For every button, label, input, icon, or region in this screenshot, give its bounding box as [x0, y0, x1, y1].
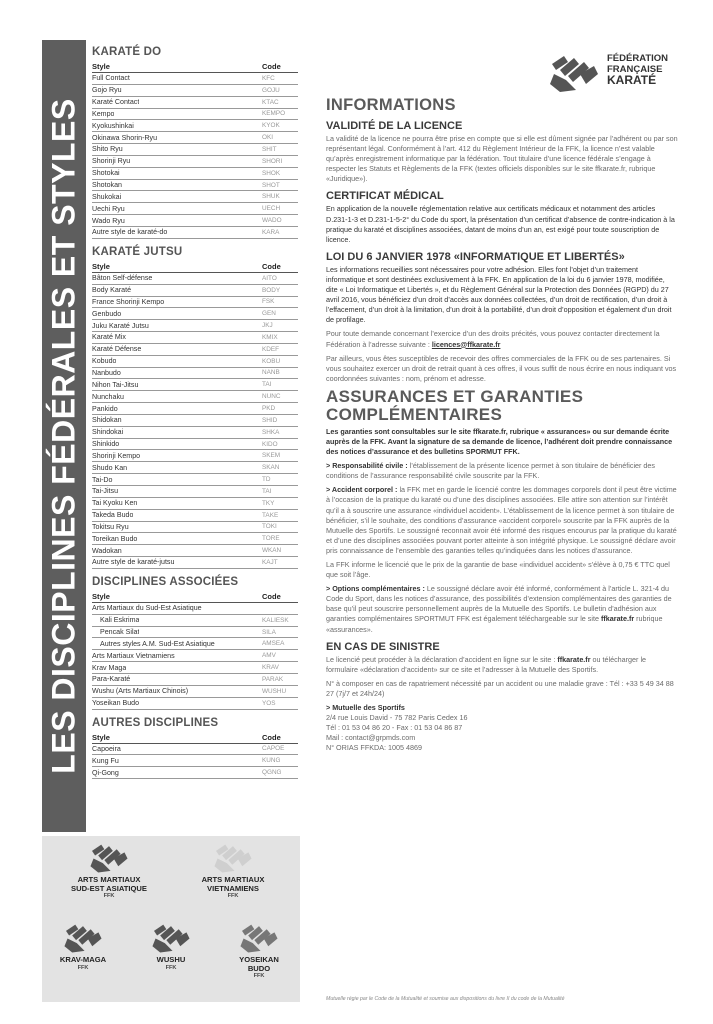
sinistre-text-1: Le licencié peut procéder à la déclaration d’accident en ligne sur le site : ffkarate.fr ou télécharger le formulaire «déclaration d’accident» sur ce site et l’adresser à la Mutuelle des Sportifs. — [326, 654, 647, 674]
style-name: Full Contact — [92, 74, 130, 83]
style-code: SHOK — [262, 169, 281, 177]
table-row — [92, 603, 298, 615]
style-header: Style — [92, 261, 110, 271]
table-row — [92, 545, 298, 557]
mutuelle-addr-3: Mail : contact@grpmds.com — [326, 733, 416, 743]
style-code: SKEM — [262, 452, 281, 460]
style-code: NANB — [262, 369, 280, 377]
logo-name: KRAV-MAGA — [59, 955, 107, 964]
style-name: Karaté Mix — [92, 333, 126, 342]
table-row — [92, 215, 298, 227]
logo-name: ARTS MARTIAUX VIETNAMIENS — [201, 875, 265, 893]
ffkarate-declaration-link[interactable]: ffkarate.fr — [557, 654, 591, 664]
style-code: KMIX — [262, 333, 278, 341]
logo-name: ARTS MARTIAUX SUD-EST ASIATIQUE — [71, 875, 147, 893]
licences-email-link[interactable]: licences@ffkarate.fr — [431, 339, 501, 349]
logo-sub: FFK — [165, 964, 177, 971]
logo-sub: FFK — [103, 893, 115, 899]
style-name: Kobudo — [92, 357, 117, 366]
fist-icon — [87, 840, 131, 874]
assurances-intro: Les garanties sont consultables sur le site ffkarate.fr, rubrique « assurances» ou sur demande écrite auprès de la FFK. Avant la signature de sa demande de licence, l’adhérent doit prendre connaissance des notices d’assurance et des bulletins SPORMUT FFK. — [326, 426, 673, 457]
style-name: Takeda Budo — [92, 511, 134, 520]
style-code: QGNG — [262, 769, 282, 777]
validite-text: La validité de la licence ne pourra être prise en compte que si elle est dûment signée par l’adhérent ou par son représentant légal. Conformément à l’art. 412 du Règlement Intérieur de la FFK, la licence n’est valable qu’après enregistrement informatique par la fédération. Tout titulaire d’une licence fédérale s’engage à respecter les Statuts et Règlements de la FFK (textes officiels disponibles sur le site ffkarate.fr, rubrique «Juridique»). — [326, 134, 678, 184]
code-header: Code — [262, 62, 281, 71]
style-code: TKY — [262, 499, 275, 507]
logo-sub: FFK — [253, 973, 265, 979]
table-row — [92, 450, 298, 462]
style-name: Wado Ryu — [92, 216, 125, 225]
style-name: Karaté Défense — [92, 345, 142, 354]
style-code: OKI — [262, 134, 274, 142]
table-row — [92, 132, 298, 144]
style-name: Tokitsu Ryu — [92, 522, 129, 531]
logo-name: WUSHU — [156, 955, 186, 964]
table-row — [92, 391, 298, 403]
table-row — [92, 650, 298, 662]
style-header: Style — [92, 62, 110, 71]
table-row — [92, 156, 298, 168]
style-name: Body Karaté — [92, 286, 132, 295]
prix-garantie: La FFK informe le licencié que le prix de la garantie de base «individuel accident» s’élève à 0,75 € TTC quel que soit l’âge. — [326, 560, 670, 580]
table-row — [92, 308, 298, 320]
certificat-title: CERTIFICAT MÉDICAL — [326, 190, 444, 203]
style-name: Juku Karaté Jutsu — [92, 321, 149, 330]
style-name: Bâton Self-défense — [92, 274, 153, 283]
style-name: Yoseikan Budo — [92, 699, 140, 708]
style-name: Genbudo — [92, 309, 122, 318]
table-row — [92, 285, 298, 297]
table-row — [92, 297, 298, 309]
sinistre-text-2: N° à composer en cas de rapatriement nécessité par un accident ou une maladie grave : Tél : +33 5 49 34 88 27 (7j/7 et 24h/24) — [326, 678, 674, 698]
mutuelle-address — [326, 703, 678, 753]
options-complementaires: > Options complémentaires : Le soussigné déclare avoir été informé, conformément à l’article L. 321-4 du Code du Sport, dans les notices d’assurance, des possibilités d’extension complémentaires des garanties de base qu’il peut souscrire personnellement auprès de la Mutuelle des Sportifs. Le bulletin d’adhésion aux garanties complémentaires SPORTMUT FFK est également téléchargeable sur le site ffkarate.fr rubrique «assurances». — [326, 584, 672, 634]
fist-icon — [61, 920, 105, 954]
table-header — [92, 262, 298, 273]
table-row — [92, 85, 298, 97]
style-code: CAPOE — [262, 745, 285, 753]
style-code: NUNC — [262, 393, 281, 401]
code-header: Code — [262, 591, 281, 601]
style-name: Tai Kyoku Ken — [92, 499, 138, 508]
style-code: UECH — [262, 205, 281, 213]
fist-icon — [237, 920, 281, 954]
discipline-logo — [174, 840, 292, 899]
responsabilite-civile: > Responsabilité civile : l’établissement de la présente licence permet à son titulaire de bénéficier des conditions de l’assurance responsabilité civile souscrite par la FFK. — [326, 461, 656, 481]
style-code: KUNG — [262, 757, 281, 765]
style-code: KIDO — [262, 440, 278, 448]
style-name: Tai-Jitsu — [92, 487, 119, 496]
table-row — [92, 120, 298, 132]
style-code: TOKI — [262, 523, 277, 531]
ffkarate-link[interactable]: ffkarate.fr — [600, 614, 635, 624]
style-name: Arts Martiaux du Sud-Est Asiatique — [92, 604, 202, 613]
table-row — [92, 332, 298, 344]
table-row — [92, 522, 298, 534]
style-name: Krav Maga — [92, 663, 127, 672]
brand-line-1: FÉDÉRATION — [607, 53, 669, 64]
discipline-logo — [50, 840, 168, 899]
style-code: KDEF — [262, 345, 280, 353]
table-row — [92, 227, 298, 239]
table-row — [92, 356, 298, 368]
table-row — [92, 638, 298, 650]
table-row — [92, 462, 298, 474]
disciplines-tables — [92, 46, 298, 786]
table-row — [92, 73, 298, 85]
loi-text-3: Par ailleurs, vous êtes susceptibles de recevoir des offres commerciales de la FFK ou de ses partenaires. Si vous souhaitez exercer un droit de retrait quant à ces offres, il vous suffit de nous écrire en nous indiquant vos coordonnées suivantes : nom, prénom et adresse. — [326, 353, 677, 383]
table-row — [92, 674, 298, 686]
style-name: Shindokai — [92, 428, 124, 437]
mutuelle-addr-2: Tél : 01 53 04 86 20 - Fax : 01 53 04 86 87 — [326, 723, 463, 733]
style-name: Nihon Tai-Jitsu — [92, 380, 139, 389]
table-row — [92, 379, 298, 391]
table-row — [92, 439, 298, 451]
style-name: Arts Martiaux Vietnamiens — [92, 651, 175, 660]
style-code: GEN — [262, 310, 276, 318]
style-code: SHID — [262, 416, 278, 424]
table-row — [92, 368, 298, 380]
style-code: WADO — [262, 217, 282, 225]
table-row — [92, 180, 298, 192]
table-row — [92, 686, 298, 698]
style-code: KTAC — [262, 98, 279, 106]
table-row — [92, 533, 298, 545]
table-row — [92, 144, 298, 156]
fist-icon — [211, 840, 255, 874]
style-code: KYOK — [262, 122, 280, 130]
style-name: Autre style de karaté-do — [92, 228, 168, 237]
style-name: Kyokushinkai — [92, 121, 134, 130]
style-code: YOS — [262, 699, 276, 707]
table-row — [92, 486, 298, 498]
informations-title: INFORMATIONS — [326, 96, 456, 114]
style-name: Wadokan — [92, 546, 122, 555]
style-name: Qi-Gong — [92, 768, 119, 777]
table-header — [92, 733, 298, 744]
discipline-section — [92, 46, 298, 239]
discipline-logo — [42, 920, 124, 971]
discipline-logos — [42, 836, 300, 1002]
footnote: Mutuelle régie par le Code de la Mutualité et soumise aux dispositions du livre II du code de la Mutualité — [326, 996, 565, 1002]
section-title: KARATÉ JUTSU — [92, 245, 183, 258]
style-code: FSK — [262, 298, 275, 306]
certificat-text: En application de la nouvelle réglementation relative aux certificats médicaux et notamment des articles D.231-1-3 et D.231-1-5-2° du Code du sport, la présentation d’un certificat d’absence de contre-indication à la pratique du karaté et disciplines associées, datant de moins d’un an, est exigé pour toute souscription de licence. — [326, 204, 675, 244]
loi-text-1: Les informations recueillies sont nécessaires pour votre adhésion. Elles font l’objet d’un traitement informatique et sont destinées exclusivement à la FFK. En application de la loi du 6 janvier 1978, modifiée, dite « Loi Informatique et Libertés », et du Règlement Général sur la Protection des Données (RGPD) du 27 avril 2016, vous bénéficiez d’un droit d’accès aux données collectées, d’un droit de rectification, d’un droit à l’effacement, d’un droit à la limitation, d’un droit à la portabilité, d’un droit d’opposition et également d’un droit de profilage. — [326, 264, 672, 325]
style-code: KEMPO — [262, 110, 286, 118]
table-header — [92, 592, 298, 603]
style-name: Pencak Silat — [100, 628, 140, 637]
style-code: GOJU — [262, 86, 280, 94]
discipline-section — [92, 246, 298, 569]
style-code: JKJ — [262, 322, 273, 330]
section-title: AUTRES DISCIPLINES — [92, 716, 219, 729]
table-row — [92, 767, 298, 779]
style-code: TAKE — [262, 511, 279, 519]
loi-title: LOI DU 6 JANVIER 1978 «INFORMATIQUE ET LIBERTÉS» — [326, 250, 625, 263]
style-header: Style — [92, 591, 110, 601]
assurances-title: ASSURANCES ET GARANTIES COMPLÉMENTAIRES — [326, 386, 584, 424]
style-name: Nunchaku — [92, 392, 124, 401]
discipline-section — [92, 717, 298, 780]
style-name: Autre style de karaté-jutsu — [92, 558, 175, 567]
informations-column — [326, 96, 678, 754]
style-code: TAI — [262, 487, 272, 495]
style-name: Shotokai — [92, 169, 120, 178]
mutuelle-addr-4: N° ORIAS FFKDA: 1005 4869 — [326, 743, 422, 753]
table-row — [92, 755, 298, 767]
table-row — [92, 744, 298, 756]
style-name: Okinawa Shorin-Ryu — [92, 133, 158, 142]
style-code: KFC — [262, 74, 275, 82]
style-code: BODY — [262, 286, 281, 294]
discipline-section — [92, 576, 298, 710]
brand-line-3: KARATÉ — [607, 73, 657, 87]
style-name: Shotokan — [92, 181, 122, 190]
fist-icon — [546, 50, 602, 94]
style-code: KALIESK — [262, 616, 289, 624]
table-row — [92, 403, 298, 415]
style-name: Tai-Do — [92, 475, 113, 484]
style-code: SHOT — [262, 181, 280, 189]
style-code: TAI — [262, 381, 272, 389]
table-row — [92, 344, 298, 356]
table-row — [92, 273, 298, 285]
style-code: WKAN — [262, 547, 282, 555]
table-row — [92, 474, 298, 486]
table-row — [92, 97, 298, 109]
table-row — [92, 662, 298, 674]
validite-title: VALIDITÉ DE LA LICENCE — [326, 120, 463, 132]
style-name: Kali Eskrima — [100, 616, 140, 625]
style-name: France Shorinji Kempo — [92, 297, 165, 306]
style-code: WUSHU — [262, 687, 287, 695]
table-row — [92, 191, 298, 203]
accident-corporel: > Accident corporel : la FFK met en garde le licencié contre les dommages corporels dont il peut être victime à l’occasion de la pratique du karaté ou d’une des disciplines associées. Elle attire son attention sur l’intérêt qu’il a à souscrire une assurance «individuel accident». L’établissement de la licence permet à son titulaire de bénéficier, s’il le souhaite, des conditions d’assurance «accident corporel» souscrite par la FFK auprès de la Mutuelle des Sportifs. Le soussigné reconnait avoir été informé des risques encourus par la pratique du karaté et d’une des disciplines associées pouvant porter atteinte à son intégrité physique. Le soussigné déclare avoir pris connaissance de l’ensemble des garanties telles qu’indiquées dans les notices d’assurance. — [326, 485, 677, 555]
disciplines-panel — [42, 40, 300, 1002]
table-row — [92, 498, 298, 510]
code-header: Code — [262, 261, 281, 271]
style-name: Gojo Ryu — [92, 86, 122, 95]
table-row — [92, 557, 298, 569]
style-code: TORE — [262, 535, 280, 543]
style-name: Shinkido — [92, 440, 120, 449]
sinistre-title: EN CAS DE SINISTRE — [326, 640, 440, 653]
style-name: Wushu (Arts Martiaux Chinois) — [92, 687, 189, 696]
code-header: Code — [262, 732, 281, 742]
style-code: SKAN — [262, 464, 280, 472]
ffk-logo — [546, 50, 686, 94]
style-name: Pankido — [92, 404, 118, 413]
style-code: PKD — [262, 405, 276, 413]
table-row — [92, 627, 298, 639]
table-row — [92, 698, 298, 710]
style-name: Nanbudo — [92, 368, 121, 377]
style-code: SHORI — [262, 157, 283, 165]
style-code: TD — [262, 476, 271, 484]
style-code: SHKA — [262, 428, 280, 436]
style-name: Toreikan Budo — [92, 534, 138, 543]
style-code: SHIT — [262, 145, 277, 153]
logo-sub: FFK — [77, 964, 89, 971]
table-row — [92, 510, 298, 522]
table-row — [92, 320, 298, 332]
style-code: AMSEA — [262, 640, 285, 648]
style-code: SHUK — [262, 193, 280, 201]
style-code: SILA — [262, 628, 276, 636]
style-code: KRAV — [262, 664, 279, 672]
style-name: Autres styles A.M. Sud-Est Asiatique — [100, 639, 215, 648]
style-name: Kung Fu — [92, 756, 119, 765]
style-name: Para-Karaté — [92, 675, 131, 684]
style-name: Shito Ryu — [92, 145, 123, 154]
style-name: Uechi Ryu — [92, 204, 125, 213]
section-title: DISCIPLINES ASSOCIÉES — [92, 575, 239, 588]
table-row — [92, 168, 298, 180]
style-code: KAJT — [262, 558, 278, 566]
vertical-title: LES DISCIPLINES FÉDÉRALES ET STYLES — [45, 98, 82, 774]
table-row — [92, 109, 298, 121]
table-row — [92, 203, 298, 215]
style-name: Shorinji Ryu — [92, 157, 131, 166]
section-title: KARATÉ DO — [92, 46, 162, 58]
style-name: Karaté Contact — [92, 98, 140, 107]
style-code: KARA — [262, 228, 280, 236]
fist-icon — [149, 920, 193, 954]
discipline-logo — [130, 920, 212, 971]
logo-sub: FFK — [227, 893, 239, 899]
vertical-title-band — [42, 40, 86, 832]
style-code: KOBU — [262, 357, 281, 365]
style-code: PARAK — [262, 675, 284, 683]
style-code: AITO — [262, 274, 277, 282]
loi-text-2: Pour toute demande concernant l’exercice d’un des droits précités, vous pouvez contacter directement la Fédération à l’adresse suivante : licences@ffkarate.fr — [326, 329, 660, 349]
table-row — [92, 615, 298, 627]
logo-name: YOSEIKAN BUDO — [239, 955, 279, 973]
discipline-logo — [218, 920, 300, 979]
style-name: Shukokai — [92, 192, 122, 201]
style-header: Style — [92, 732, 110, 742]
style-name: Shudo Kan — [92, 463, 128, 472]
table-header — [92, 62, 298, 73]
style-name: Shorinji Kempo — [92, 451, 141, 460]
style-name: Capoeira — [92, 744, 121, 753]
mutuelle-label: > Mutuelle des Sportifs — [326, 703, 405, 713]
style-name: Kempo — [92, 109, 115, 118]
style-code: AMV — [262, 652, 276, 660]
table-row — [92, 427, 298, 439]
brand-line-2: FRANÇAISE — [607, 63, 663, 75]
table-row — [92, 415, 298, 427]
style-name: Shidokan — [92, 416, 122, 425]
mutuelle-addr-1: 2/4 rue Louis David - 75 782 Paris Cedex 16 — [326, 713, 468, 723]
